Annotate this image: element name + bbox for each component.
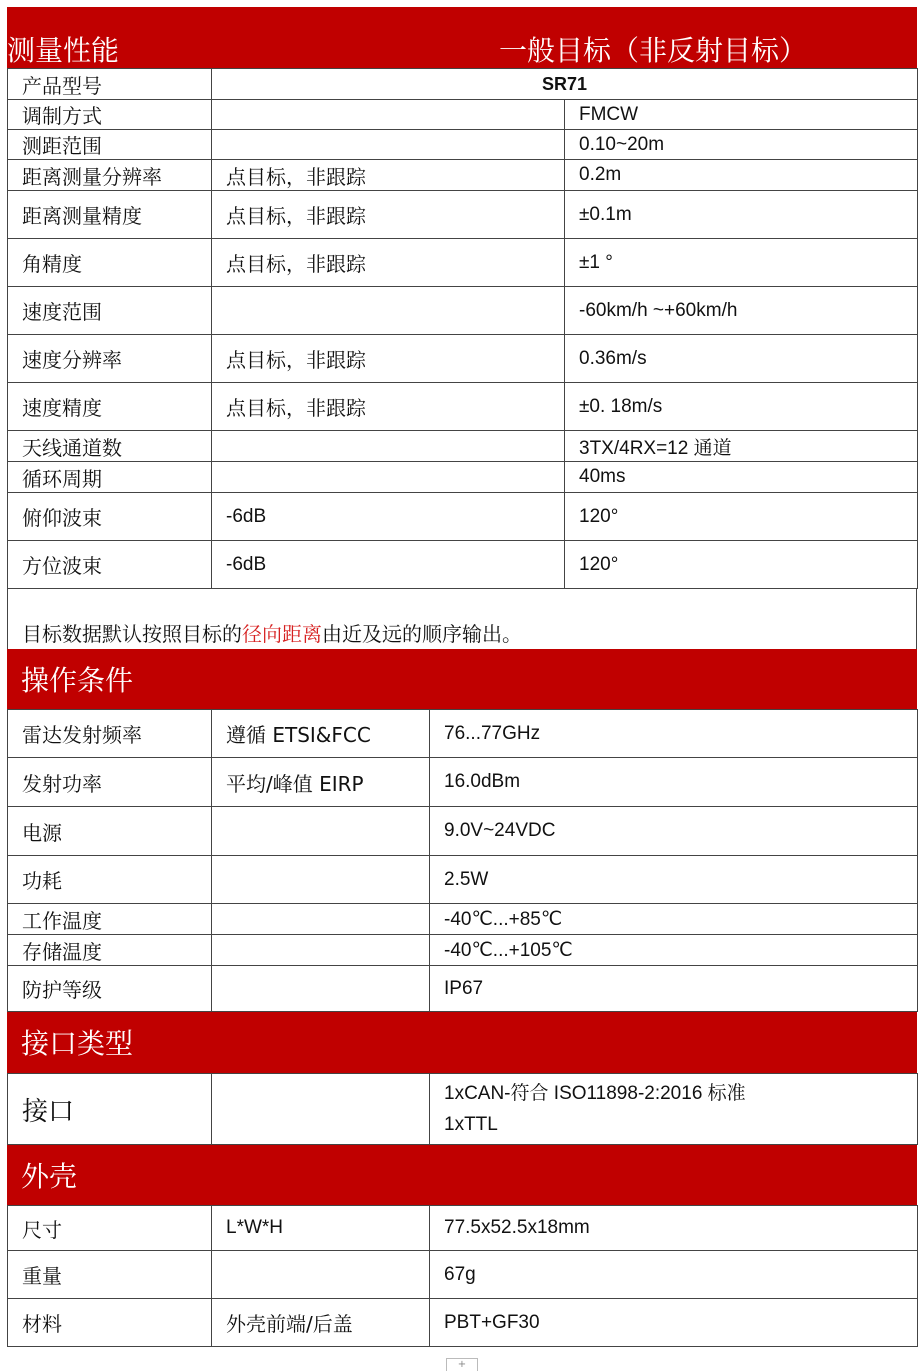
note-before: 目标数据默认按照目标的 [22, 622, 242, 646]
row-condition [212, 807, 430, 856]
row-value: 67g [430, 1251, 918, 1299]
row-label: 尺寸 [8, 1206, 212, 1251]
row-condition [212, 431, 565, 462]
row-value: FMCW [565, 100, 918, 130]
housing-table [7, 1205, 918, 1347]
row-value [430, 1074, 918, 1145]
row-value: IP67 [430, 966, 918, 1012]
table-row [8, 966, 918, 1012]
table-row [8, 431, 918, 462]
interface-table [7, 1073, 918, 1145]
table-row [8, 1299, 918, 1347]
row-label: 距离测量精度 [8, 191, 212, 239]
table-row [8, 904, 918, 935]
row-value: 0.36m/s [565, 335, 918, 383]
operating-header [7, 649, 917, 709]
row-value: ±1 ° [565, 239, 918, 287]
row-condition [212, 287, 565, 335]
housing-title: 外壳 [21, 1160, 78, 1193]
row-condition [212, 966, 430, 1012]
interface-header [7, 1012, 917, 1073]
row-label: 防护等级 [8, 966, 212, 1012]
table-row [8, 239, 918, 287]
row-label: 接口 [8, 1074, 212, 1145]
row-condition: 外壳前端/后盖 [212, 1299, 430, 1347]
row-condition: -6dB [212, 493, 565, 541]
row-condition: 点目标，非跟踪 [212, 191, 565, 239]
row-label: 功耗 [8, 856, 212, 904]
row-condition [212, 462, 565, 493]
row-value: -40℃...+105℃ [430, 935, 918, 966]
row-label: 速度范围 [8, 287, 212, 335]
row-condition: L*W*H [212, 1206, 430, 1251]
table-row [8, 1074, 918, 1145]
row-condition [212, 1074, 430, 1145]
row-value: 120° [565, 541, 918, 589]
row-condition: 点目标，非跟踪 [212, 160, 565, 191]
row-value: PBT+GF30 [430, 1299, 918, 1347]
row-value: 3TX/4RX=12 通道 [565, 431, 918, 462]
table-row [8, 191, 918, 239]
output-order-note [7, 589, 917, 649]
table-row [8, 160, 918, 191]
row-label: 发射功率 [8, 758, 212, 807]
row-value: 77.5x52.5x18mm [430, 1206, 918, 1251]
table-row [8, 856, 918, 904]
row-value: 76...77GHz [430, 710, 918, 758]
row-label: 材料 [8, 1299, 212, 1347]
note-text [22, 618, 522, 647]
operating-table [7, 709, 918, 1012]
row-value: 0.2m [565, 160, 918, 191]
table-row [8, 335, 918, 383]
table-row [8, 758, 918, 807]
row-condition: 点目标，非跟踪 [212, 335, 565, 383]
interface-ttl: 1xTTL [444, 1114, 498, 1135]
row-value: 40ms [565, 462, 918, 493]
spec-sheet [7, 7, 917, 1347]
housing-header [7, 1145, 917, 1205]
row-label: 速度精度 [8, 383, 212, 431]
table-row [8, 1251, 918, 1299]
row-condition [212, 130, 565, 160]
row-label: 工作温度 [8, 904, 212, 935]
operating-title: 操作条件 [21, 664, 134, 697]
row-condition: 点目标，非跟踪 [212, 383, 565, 431]
row-condition [212, 904, 430, 935]
row-value: -60km/h ~+60km/h [565, 287, 918, 335]
row-condition [212, 100, 565, 130]
row-value: 9.0V~24VDC [430, 807, 918, 856]
table-row [8, 935, 918, 966]
table-row [8, 541, 918, 589]
row-condition: -6dB [212, 541, 565, 589]
table-row [8, 710, 918, 758]
row-label: 距离测量分辨率 [8, 160, 212, 191]
row-condition: 点目标，非跟踪 [212, 239, 565, 287]
row-condition: 遵循 ETSI&FCC [212, 710, 430, 758]
row-value: 2.5W [430, 856, 918, 904]
row-label: 俯仰波束 [8, 493, 212, 541]
row-label: 速度分辨率 [8, 335, 212, 383]
measurement-table [7, 68, 918, 589]
table-row [8, 69, 918, 100]
row-value: -40℃...+85℃ [430, 904, 918, 935]
row-label: 重量 [8, 1251, 212, 1299]
model-value: SR71 [212, 69, 918, 100]
row-condition [212, 935, 430, 966]
row-value: 16.0dBm [430, 758, 918, 807]
interface-can: 1xCAN-符合 ISO11898-2:2016 标准 [444, 1083, 746, 1104]
row-label: 雷达发射频率 [8, 710, 212, 758]
row-label: 调制方式 [8, 100, 212, 130]
row-value: ±0.1m [565, 191, 918, 239]
table-row [8, 287, 918, 335]
note-after: 由近及远的顺序输出。 [322, 622, 522, 646]
row-label: 存储温度 [8, 935, 212, 966]
row-label: 方位波束 [8, 541, 212, 589]
table-row [8, 100, 918, 130]
row-label: 电源 [8, 807, 212, 856]
row-label: 测距范围 [8, 130, 212, 160]
row-value: ±0. 18m/s [565, 383, 918, 431]
note-highlight: 径向距离 [242, 622, 322, 646]
row-label: 循环周期 [8, 462, 212, 493]
measurement-title: 测量性能 [7, 34, 120, 67]
row-value: 0.10~20m [565, 130, 918, 160]
table-row [8, 130, 918, 160]
table-row [8, 807, 918, 856]
row-condition [212, 1251, 430, 1299]
row-condition: 平均/峰值 EIRP [212, 758, 430, 807]
table-row [8, 462, 918, 493]
table-row [8, 493, 918, 541]
interface-title: 接口类型 [21, 1027, 134, 1060]
row-value: 120° [565, 493, 918, 541]
table-row [8, 1206, 918, 1251]
row-label: 天线通道数 [8, 431, 212, 462]
page-add-marker[interactable]: + [446, 1358, 478, 1371]
measurement-subtitle: 一般目标（非反射目标） [499, 34, 808, 67]
measurement-header [7, 7, 917, 68]
row-condition [212, 856, 430, 904]
row-label: 产品型号 [8, 69, 212, 100]
row-label: 角精度 [8, 239, 212, 287]
table-row [8, 383, 918, 431]
